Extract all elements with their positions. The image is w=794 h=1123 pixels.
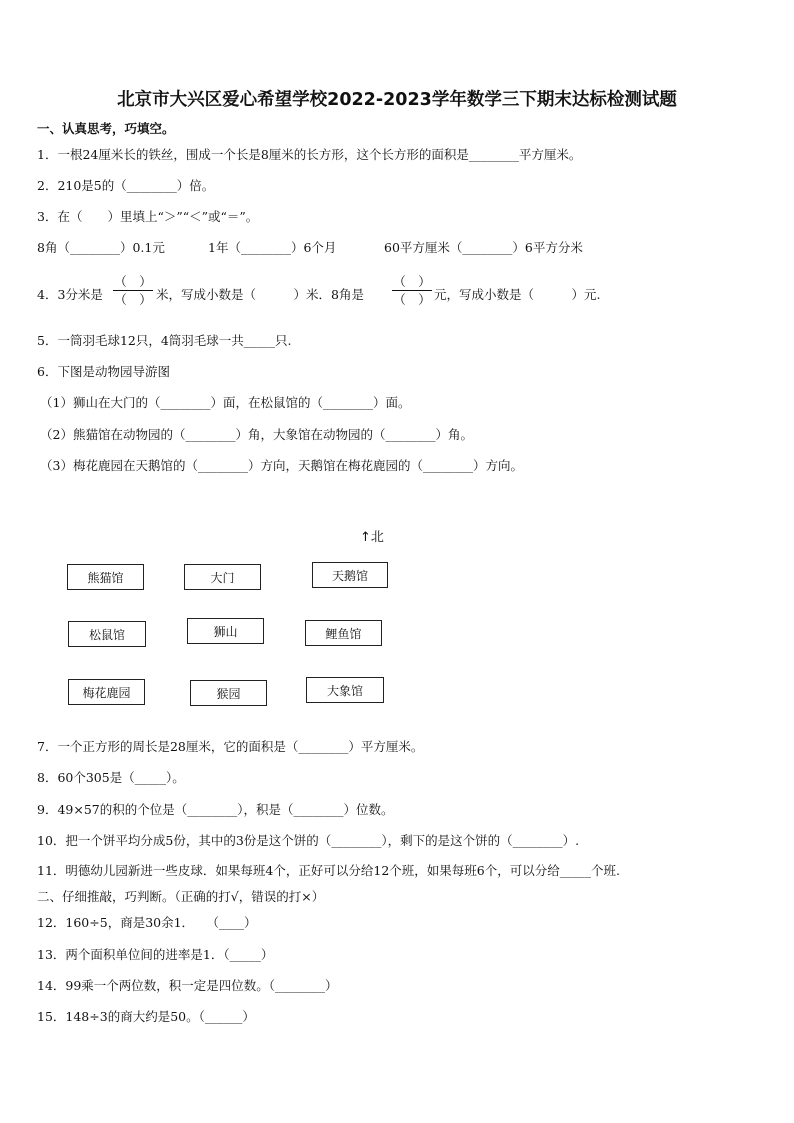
question-3a: 8角（________）0.1元 (37, 240, 165, 255)
map-box-elephant-hall: 大象馆 (306, 677, 384, 703)
fraction-2 (392, 274, 432, 307)
fraction-2-numerator: （ ） (393, 274, 431, 289)
question-6-1: （1）狮山在大门的（________）面，在松鼠馆的（________）面。 (40, 395, 411, 410)
page-title: 北京市大兴区爱心希望学校2022-2023学年数学三下期末达标检测试题 (117, 90, 677, 110)
question-4-prefix: 4．3分米是 (37, 287, 103, 302)
question-1: 1．一根24厘米长的铁丝，围成一个长是8厘米的长方形，这个长方形的面积是________平方厘米。 (37, 147, 582, 162)
question-8: 8．60个305是（_____）。 (37, 770, 185, 785)
map-box-monkey-garden: 猴园 (190, 680, 267, 706)
question-11: 11．明德幼儿园新进一些皮球．如果每班4个，正好可以分给12个班，如果每班6个，可以分给_____个班. (37, 863, 620, 878)
question-7: 7．一个正方形的周长是28厘米，它的面积是（________）平方厘米。 (37, 739, 424, 754)
question-14: 14．99乘一个两位数，积一定是四位数。（________） (37, 978, 338, 993)
question-6-3: （3）梅花鹿园在天鹅馆的（________）方向，天鹅馆在梅花鹿园的（________）方向。 (40, 458, 523, 473)
map-box-panda-hall: 熊猫馆 (67, 564, 144, 590)
map-box-squirrel-hall: 松鼠馆 (68, 621, 146, 647)
north-arrow-label: ↑北 (360, 530, 384, 545)
question-10: 10．把一个饼平均分成5份，其中的3份是这个饼的（________），剩下的是这个饼的（________）. (37, 833, 580, 848)
question-3b: 1年（________）6个月 (208, 240, 337, 255)
map-box-swan-hall: 天鹅馆 (312, 562, 388, 588)
question-3: 3．在（ ）里填上“＞”“＜”或“＝”。 (37, 209, 259, 224)
fraction-2-denominator: （ ） (393, 292, 431, 307)
map-box-lion-hill: 狮山 (187, 618, 264, 644)
section-1-heading: 一、认真思考，巧填空。 (37, 121, 175, 136)
question-13: 13．两个面积单位间的进率是1．（_____） (37, 947, 274, 962)
question-4-suffix: 元，写成小数是（ ）元. (434, 287, 601, 302)
question-3c: 60平方厘米（________）6平方分米 (384, 240, 583, 255)
section-2-heading: 二、仔细推敲，巧判断。（正确的打√，错误的打×） (37, 889, 325, 904)
fraction-1-bar (113, 290, 153, 291)
map-box-main-gate: 大门 (184, 564, 261, 590)
map-box-carp-hall: 鲤鱼馆 (305, 620, 382, 646)
question-5: 5．一筒羽毛球12只，4筒羽毛球一共_____只. (37, 333, 292, 348)
question-4-middle: 米，写成小数是（ ）米．8角是 (156, 287, 364, 302)
question-2: 2．210是5的（________）倍。 (37, 178, 215, 193)
map-box-deer-garden: 梅花鹿园 (68, 679, 145, 705)
question-6: 6．下图是动物园导游图 (37, 364, 170, 379)
fraction-1-numerator: （ ） (114, 274, 152, 289)
question-6-2: （2）熊猫馆在动物园的（________）角，大象馆在动物园的（________）角。 (40, 427, 473, 442)
fraction-2-bar (392, 290, 432, 291)
fraction-1-denominator: （ ） (114, 292, 152, 307)
question-12: 12．160÷5，商是30余1． （____） (37, 915, 257, 930)
question-15: 15．148÷3的商大约是50。（______） (37, 1009, 255, 1024)
fraction-1 (113, 274, 153, 307)
question-9: 9．49×57的积的个位是（________），积是（________）位数。 (37, 802, 394, 817)
